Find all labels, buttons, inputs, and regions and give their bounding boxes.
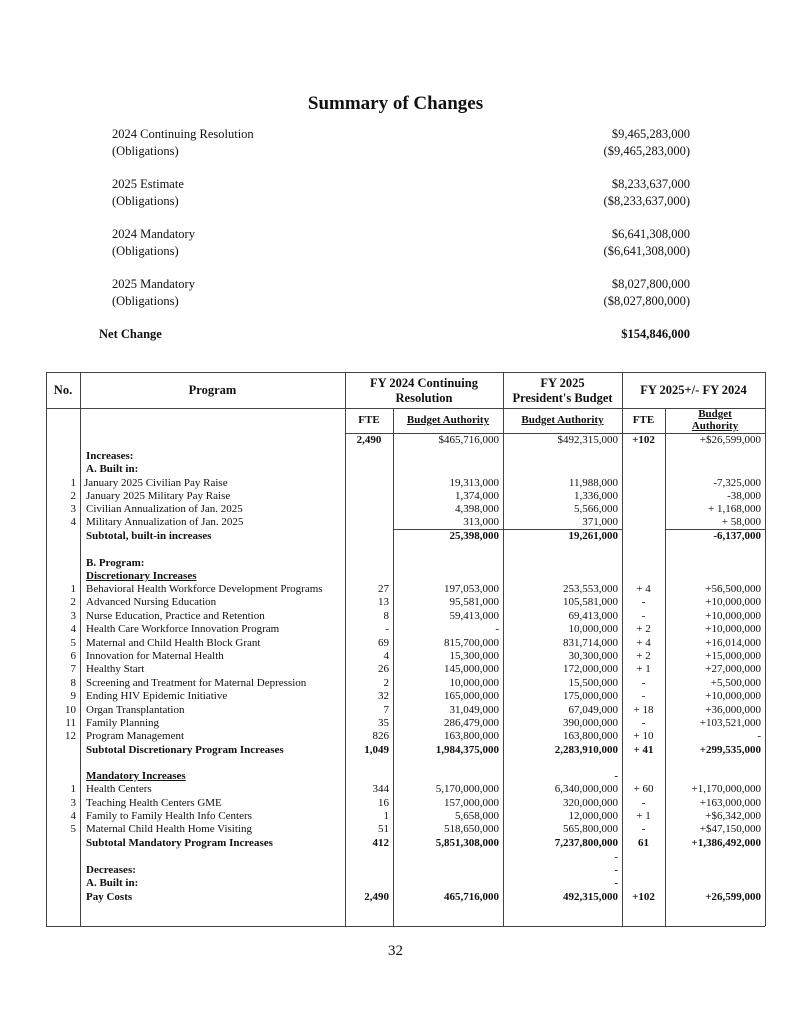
cell-fte-diff: +102 [632, 434, 655, 446]
cell-ba25: 15,500,000 [568, 677, 618, 689]
table-border-top [46, 372, 765, 373]
cell-ba-diff: +10,000,000 [705, 610, 761, 622]
cell-ba24: 31,049,000 [449, 704, 499, 716]
cell-program: Family Planning [86, 717, 160, 729]
cell-ba25: - [614, 770, 618, 782]
cell-ba-diff: +26,599,000 [705, 891, 761, 903]
summary-label: (Obligations) [112, 244, 179, 258]
cell-no: 3 [70, 797, 76, 809]
cell-program: Increases: [86, 450, 134, 462]
cell-ba24: 4,398,000 [455, 503, 499, 515]
net-change-label: Net Change [99, 327, 162, 341]
summary-value: ($9,465,283,000) [603, 144, 690, 158]
cell-program: Teaching Health Centers GME [86, 797, 222, 809]
cell-ba-diff: +10,000,000 [705, 690, 761, 702]
cell-no: 7 [70, 663, 76, 675]
cell-no: 2 [70, 596, 76, 608]
summary-value: ($6,641,308,000) [603, 244, 690, 258]
cell-fte-diff: + 4 [636, 583, 651, 595]
cell-program: A. Built in: [86, 877, 139, 889]
cell-ba25: 30,300,000 [568, 650, 618, 662]
cell-ba25: 2,283,910,000 [554, 744, 618, 756]
cell-no: 3 [70, 610, 76, 622]
cell-no: 6 [70, 650, 76, 662]
cell-ba-diff: +$26,599,000 [699, 434, 761, 446]
header-fy2025-line2: President's Budget [512, 391, 613, 405]
cell-fte-diff: + 60 [633, 783, 654, 795]
cell-fte24: 27 [378, 583, 389, 595]
cell-ba25: 67,049,000 [568, 704, 618, 716]
cell-ba24: 5,658,000 [455, 810, 499, 822]
cell-ba24: 815,700,000 [444, 637, 499, 649]
header-fte-diff: FTE [632, 414, 655, 426]
header-diff: FY 2025+/- FY 2024 [640, 383, 747, 397]
cell-fte24: 32 [378, 690, 389, 702]
cell-program: Program Management [86, 730, 185, 742]
cell-fte-diff: - [641, 717, 646, 729]
cell-ba-diff: +27,000,000 [705, 663, 761, 675]
cell-ba25: 390,000,000 [563, 717, 618, 729]
cell-ba25: 7,237,800,000 [554, 837, 618, 849]
cell-fte24: 7 [383, 704, 389, 716]
header-fy2025-line1: FY 2025 [540, 376, 585, 390]
cell-fte24: 344 [372, 783, 389, 795]
cell-ba-diff: +103,521,000 [699, 717, 761, 729]
cell-ba24: 95,581,000 [449, 596, 499, 608]
cell-fte24: 1,049 [364, 744, 389, 756]
cell-fte24: 2,490 [356, 434, 382, 446]
cell-program: Decreases: [86, 864, 136, 876]
cell-no: 11 [65, 717, 76, 729]
cell-fte24: 1 [383, 810, 389, 822]
cell-ba24: 145,000,000 [444, 663, 499, 675]
cell-no: 4 [70, 623, 76, 635]
cell-fte-diff: - [641, 823, 646, 835]
cell-ba24: 286,479,000 [444, 717, 499, 729]
cell-program: Healthy Start [86, 663, 145, 675]
cell-ba24: 25,398,000 [449, 530, 499, 542]
cell-fte-diff: +102 [632, 891, 655, 903]
cell-ba-diff: +56,500,000 [705, 583, 761, 595]
cell-ba-diff: -7,325,000 [713, 477, 761, 489]
cell-fte24: 69 [378, 637, 389, 649]
cell-fte24: 412 [372, 837, 389, 849]
summary-value: $8,233,637,000 [611, 177, 690, 191]
cell-ba25: - [614, 864, 618, 876]
cell-ba24: - [495, 623, 499, 635]
cell-ba-diff: +$47,150,000 [699, 823, 761, 835]
cell-ba25: 12,000,000 [568, 810, 618, 822]
cell-fte-diff: + 2 [636, 623, 651, 635]
cell-ba24: 197,053,000 [444, 583, 499, 595]
cell-ba25: 320,000,000 [563, 797, 618, 809]
cell-fte24: 51 [378, 823, 389, 835]
header-fy2024-line2: Resolution [395, 391, 453, 405]
cell-no: 1 [70, 477, 76, 489]
cell-ba25: 5,566,000 [574, 503, 618, 515]
page-number: 32 [388, 943, 403, 959]
cell-no: 9 [70, 690, 76, 702]
cell-fte24: 2,490 [364, 891, 389, 903]
cell-ba25: 831,714,000 [563, 637, 618, 649]
cell-ba-diff: +10,000,000 [705, 596, 761, 608]
cell-fte-diff: + 4 [636, 637, 651, 649]
cell-fte24: 35 [378, 717, 389, 729]
cell-fte24: 13 [378, 596, 389, 608]
cell-ba25: 175,000,000 [563, 690, 618, 702]
cell-fte-diff: - [641, 797, 646, 809]
summary-value: ($8,233,637,000) [603, 194, 690, 208]
cell-program: Nurse Education, Practice and Retention [86, 610, 265, 622]
cell-ba-diff: + 58,000 [721, 516, 761, 528]
summary-label: 2024 Mandatory [112, 227, 195, 241]
cell-no: 1 [70, 783, 76, 795]
cell-ba25: 10,000,000 [568, 623, 618, 635]
summary-label: 2025 Mandatory [112, 277, 195, 291]
cell-ba24: 1,984,375,000 [435, 744, 499, 756]
cell-ba-diff: +36,000,000 [705, 704, 761, 716]
cell-no: 5 [70, 823, 76, 835]
summary-label: (Obligations) [112, 144, 179, 158]
cell-ba-diff: -6,137,000 [713, 530, 761, 542]
cell-ba24: 465,716,000 [444, 891, 499, 903]
cell-ba-diff: +$6,342,000 [705, 810, 761, 822]
header-separator [46, 408, 765, 409]
summary-value: ($8,027,800,000) [603, 294, 690, 308]
cell-no: 5 [70, 637, 76, 649]
cell-program: Health Care Workforce Innovation Program [86, 623, 280, 635]
cell-ba-diff: +1,170,000,000 [691, 783, 761, 795]
cell-fte-diff: + 1 [636, 663, 651, 675]
header-ba-2025: Budget Authority [521, 414, 604, 426]
cell-fte-diff: - [641, 610, 646, 622]
cell-ba25: 6,340,000,000 [554, 783, 618, 795]
cell-ba25: 1,336,000 [574, 490, 618, 502]
cell-ba25: 565,800,000 [563, 823, 618, 835]
cell-no: 2 [70, 490, 76, 502]
cell-no: 10 [65, 704, 76, 716]
cell-ba25: 163,800,000 [563, 730, 618, 742]
cell-ba24: $465,716,000 [438, 434, 499, 446]
header-program: Program [188, 383, 237, 397]
cell-fte24: 826 [372, 730, 389, 742]
cell-ba24: 313,000 [463, 516, 499, 528]
cell-ba24: 163,800,000 [444, 730, 499, 742]
summary-label: (Obligations) [112, 294, 179, 308]
cell-fte-diff: - [641, 677, 646, 689]
cell-fte-diff: - [641, 690, 646, 702]
cell-ba24: 157,000,000 [444, 797, 499, 809]
cell-ba-diff: + 1,168,000 [708, 503, 761, 515]
cell-program: Pay Costs [86, 891, 133, 903]
cell-ba25: 253,553,000 [563, 583, 618, 595]
col-divider [80, 372, 81, 926]
summary-label: 2024 Continuing Resolution [112, 127, 254, 141]
table-border-bottom [46, 926, 765, 927]
summary-value: $8,027,800,000 [611, 277, 690, 291]
cell-ba25: 172,000,000 [563, 663, 618, 675]
cell-program: Health Centers [86, 783, 152, 795]
cell-ba24: 59,413,000 [449, 610, 499, 622]
cell-fte24: 8 [383, 610, 389, 622]
cell-ba24: 1,374,000 [455, 490, 499, 502]
cell-ba25: - [614, 877, 618, 889]
summary-label: (Obligations) [112, 194, 179, 208]
cell-ba-diff: +163,000,000 [699, 797, 761, 809]
cell-no: 1 [70, 583, 76, 595]
cell-ba25: 19,261,000 [568, 530, 618, 542]
cell-ba-diff: +299,535,000 [699, 744, 761, 756]
cell-ba25: $492,315,000 [557, 434, 618, 446]
cell-program: Mandatory Increases [86, 770, 186, 782]
cell-ba25: - [614, 851, 618, 863]
summary-value: $9,465,283,000 [611, 127, 690, 141]
cell-fte-diff: + 10 [633, 730, 654, 742]
cell-fte24: 2 [383, 677, 389, 689]
table-border-right [765, 372, 766, 926]
cell-program: Subtotal, built-in increases [86, 530, 212, 542]
cell-ba24: 5,170,000,000 [435, 783, 499, 795]
cell-ba-diff: - [757, 730, 761, 742]
cell-ba25: 105,581,000 [563, 596, 618, 608]
cell-ba-diff: +1,386,492,000 [691, 837, 761, 849]
header-ba-diff-line2: Authority [691, 420, 739, 432]
cell-ba-diff: +15,000,000 [705, 650, 761, 662]
cell-ba25: 371,000 [582, 516, 618, 528]
cell-program: Behavioral Health Workforce Development Programs [86, 583, 323, 595]
cell-ba24: 518,650,000 [444, 823, 499, 835]
cell-fte-diff: + 18 [633, 704, 654, 716]
cell-ba-diff: -38,000 [727, 490, 761, 502]
cell-fte-diff: + 1 [636, 810, 651, 822]
cell-fte-diff: - [641, 596, 646, 608]
header-fte-2024: FTE [358, 414, 380, 426]
cell-program: Maternal Child Health Home Visiting [86, 823, 252, 835]
cell-program: Military Annualization of Jan. 2025 [86, 516, 244, 528]
cell-ba25: 69,413,000 [568, 610, 618, 622]
header-ba-diff-line1: Budget [698, 408, 732, 420]
cell-ba-diff: +5,500,000 [710, 677, 761, 689]
cell-fte-diff: 61 [638, 837, 649, 849]
cell-no: 4 [70, 516, 76, 528]
page-title: Summary of Changes [307, 93, 484, 114]
cell-ba24: 10,000,000 [449, 677, 499, 689]
cell-no: 3 [70, 503, 76, 515]
cell-ba25: 11,988,000 [568, 477, 618, 489]
cell-program: January 2025 Civilian Pay Raise [84, 477, 228, 489]
cell-no: 12 [65, 730, 76, 742]
cell-ba25: 492,315,000 [563, 891, 618, 903]
cell-program: Screening and Treatment for Maternal Depression [86, 677, 307, 689]
header-fy2024-line1: FY 2024 Continuing [370, 376, 478, 390]
cell-ba24: 15,300,000 [449, 650, 499, 662]
header-no: No. [53, 383, 73, 397]
cell-fte24: 26 [378, 663, 389, 675]
cell-ba24: 165,000,000 [444, 690, 499, 702]
cell-fte-diff: + 2 [636, 650, 651, 662]
cell-fte24: 4 [383, 650, 389, 662]
cell-program: A. Built in: [86, 463, 139, 475]
cell-ba24: 19,313,000 [449, 477, 499, 489]
cell-program: Family to Family Health Info Centers [86, 810, 252, 822]
cell-program: January 2025 Military Pay Raise [86, 490, 231, 502]
cell-no: 4 [70, 810, 76, 822]
net-change-value: $154,846,000 [621, 327, 690, 341]
cell-fte24: - [385, 623, 389, 635]
cell-program: Ending HIV Epidemic Initiative [86, 690, 228, 702]
summary-value: $6,641,308,000 [611, 227, 690, 241]
cell-no: 8 [70, 677, 76, 689]
cell-program: B. Program: [86, 557, 145, 569]
cell-program: Subtotal Discretionary Program Increases [86, 744, 284, 756]
cell-ba24: 5,851,308,000 [435, 837, 499, 849]
cell-program: Advanced Nursing Education [86, 596, 217, 608]
cell-ba-diff: +16,014,000 [705, 637, 761, 649]
cell-program: Discretionary Increases [86, 570, 197, 582]
cell-program: Organ Transplantation [86, 704, 185, 716]
cell-fte24: 16 [378, 797, 389, 809]
summary-label: 2025 Estimate [112, 177, 184, 191]
cell-program: Maternal and Child Health Block Grant [86, 637, 261, 649]
cell-fte-diff: + 41 [633, 744, 654, 756]
cell-program: Civilian Annualization of Jan. 2025 [86, 503, 243, 515]
cell-program: Subtotal Mandatory Program Increases [86, 837, 273, 849]
cell-ba-diff: +10,000,000 [705, 623, 761, 635]
cell-program: Innovation for Maternal Health [86, 650, 224, 662]
header-ba-2024: Budget Authority [406, 414, 490, 426]
